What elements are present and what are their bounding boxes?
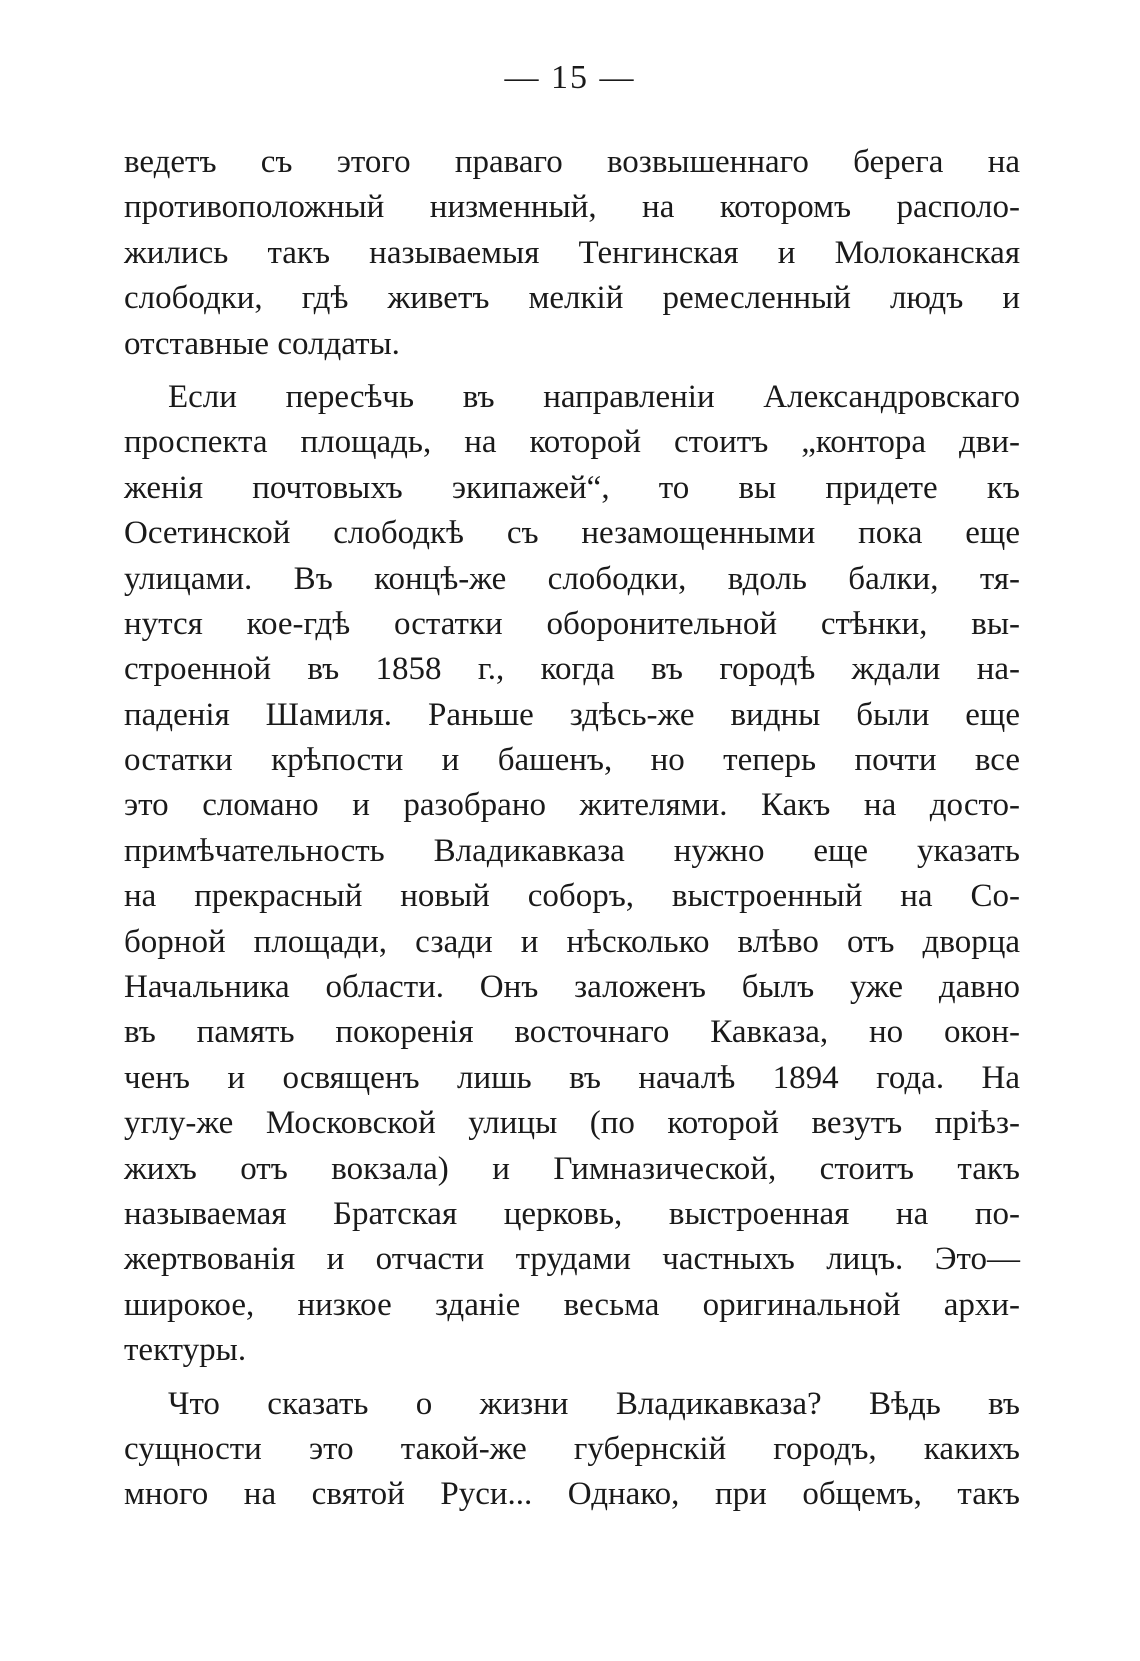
text-line: строенной въ 1858 г., когда въ городѣ ждали на- (124, 651, 1020, 688)
text-line: углу-же Московской улицы (по которой везутъ пріѣз- (124, 1105, 1020, 1142)
text-line: ведетъ съ этого праваго возвышеннаго берега на (124, 144, 1020, 180)
page-number: — 15 — (504, 59, 636, 96)
text-line: сущности это такой-же губернскій городъ, какихъ (124, 1430, 1020, 1467)
text-line: тектуры. (124, 1332, 247, 1369)
paragraph-gap (124, 367, 1020, 375)
text-line: проспекта площадь, на которой стоитъ „контора дви- (124, 424, 1020, 461)
text-line: Что сказать о жизни Владикавказа? Вѣдь въ (168, 1385, 1020, 1422)
text-line: ченъ и освященъ лишь въ началѣ 1894 года. На (124, 1059, 1020, 1096)
text-line: жихъ отъ вокзала) и Гимназической, стоитъ такъ (124, 1150, 1020, 1187)
text-line: въ память покоренія восточнаго Кавказа, но окон- (124, 1014, 1020, 1051)
paragraph (124, 1382, 1020, 1518)
text-line: Если пересѣчь въ направленіи Александровскаго (168, 378, 1020, 415)
text-line: это сломано и разобрано жителями. Какъ на досто- (124, 787, 1020, 824)
text-line: много на святой Руси... Однако, при общемъ, такъ (124, 1476, 1020, 1513)
text-line: Осетинской слободкѣ съ незамощенными пока еще (124, 515, 1020, 552)
text-line: борной площади, сзади и нѣсколько влѣво отъ дворца (124, 923, 1020, 960)
text-line: примѣчательность Владикавказа нужно еще указать (124, 832, 1020, 869)
text-line: противоположный низменный, на которомъ располо- (124, 189, 1020, 226)
text-line: женія почтовыхъ экипажей“, то вы придете къ (124, 469, 1020, 506)
text-line: остатки крѣпости и башенъ, но теперь почти все (124, 742, 1020, 779)
text-line: отставные солдаты. (124, 325, 400, 362)
body-text (124, 140, 1020, 1518)
text-line: слободки, гдѣ живетъ мелкій ремесленный людъ и (124, 280, 1020, 317)
text-line: улицами. Въ концѣ-же слободки, вдоль балки, тя- (124, 560, 1020, 597)
text-line: широкое, низкое зданіе весьма оригинальной архи- (124, 1286, 1020, 1323)
text-line: жились такъ называемыя Тенгинская и Молоканская (124, 234, 1020, 271)
text-line: жертвованія и отчасти трудами частныхъ лицъ. Это— (124, 1241, 1020, 1278)
paragraph-gap (124, 1374, 1020, 1382)
text-line: Начальника области. Онъ заложенъ былъ уже давно (124, 969, 1020, 1006)
paragraph (124, 375, 1020, 1374)
text-line: нутся кое-гдѣ остатки оборонительной стѣнки, вы- (124, 605, 1020, 642)
text-line: на прекрасный новый соборъ, выстроенный на Со- (124, 878, 1020, 915)
text-line: называемая Братская церковь, выстроенная на по- (124, 1195, 1020, 1232)
paragraph (124, 140, 1020, 367)
text-line: паденія Шамиля. Раньше здѣсь-же видны были еще (124, 696, 1020, 733)
